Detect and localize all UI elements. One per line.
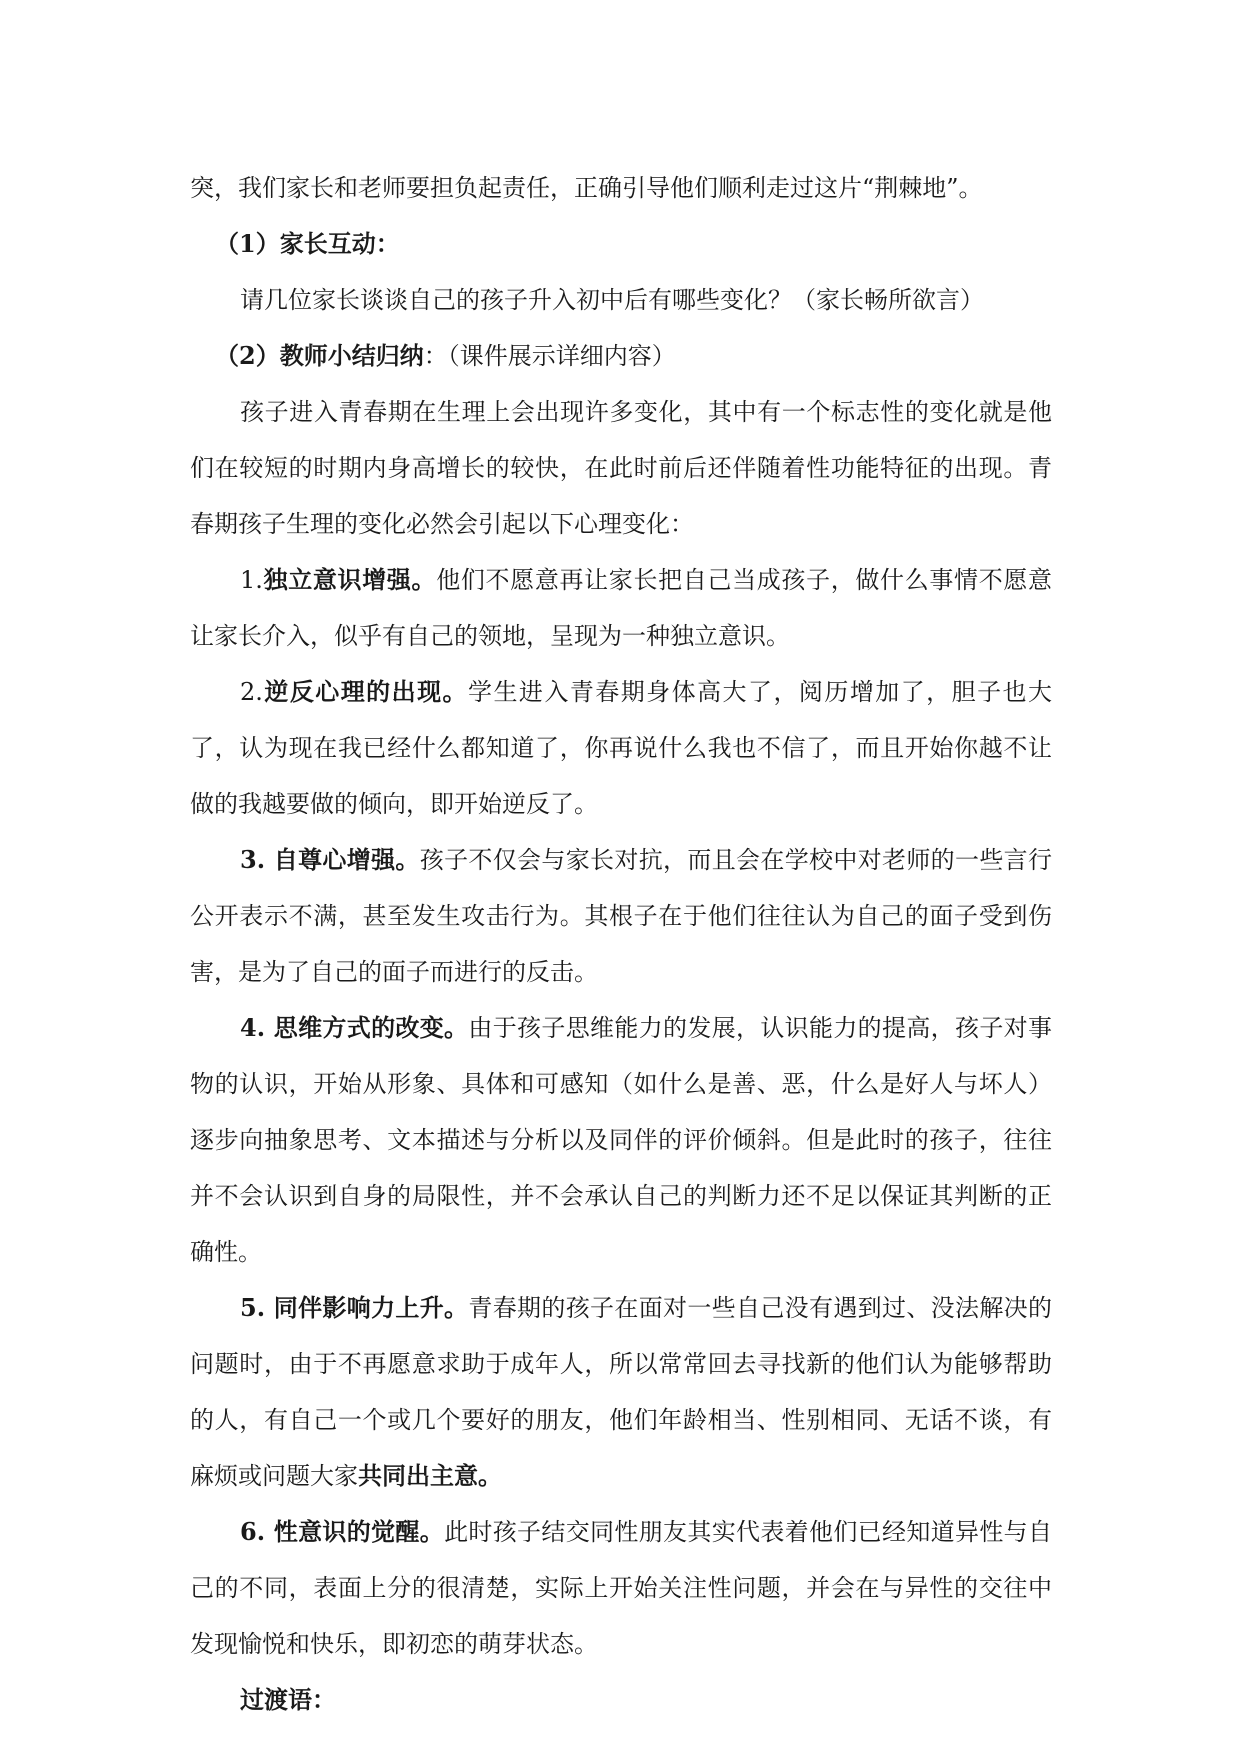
paragraph-continuation bbox=[190, 160, 1052, 216]
paragraph-parent-interaction bbox=[240, 272, 1102, 328]
bold-text: 3. 自尊心增强。 bbox=[240, 845, 420, 874]
item-number: 2. bbox=[240, 678, 263, 706]
text: 请几位家长谈谈自己的孩子升入初中后有哪些变化？（家长畅所欲言） bbox=[240, 286, 984, 314]
text: 学生进入青春期身体高大了，阅历增加了，胆子也大了，认为现在我已经什么都知道了，你再说什么我也不信了，而且开始你越不让做的我越要做的倾向，即开始逆反了。 bbox=[190, 678, 1053, 818]
text: （1）家长互动： bbox=[215, 229, 400, 258]
item-rebellion bbox=[190, 664, 1052, 832]
paragraph-puberty-changes bbox=[190, 384, 1052, 552]
transition-title bbox=[240, 1672, 1102, 1728]
bold-text: （2）教师小结归纳 bbox=[215, 341, 424, 370]
item-number: 1. bbox=[240, 566, 263, 594]
text: ：（课件展示详细内容） bbox=[423, 342, 676, 370]
text: 由于孩子思维能力的发展，认识能力的提高，孩子对事物的认识，开始从形象、具体和可感知（如什么是善、恶，什么是好人与坏人）逐步向抽象思考、文本描述与分析以及同伴的评价倾斜。但是此时的孩子，往往并不会认识到自身的局限性，并不会承认自己的判断力还不足以保证其判断的正确性。 bbox=[190, 1014, 1052, 1266]
item-independence bbox=[190, 552, 1052, 664]
item-self-esteem bbox=[190, 832, 1052, 1000]
text: 过渡语： bbox=[240, 1685, 336, 1714]
bold-text: 4. 思维方式的改变。 bbox=[240, 1013, 469, 1042]
bold-text: 6. 性意识的觉醒。 bbox=[240, 1517, 445, 1546]
section-title-teacher-summary bbox=[215, 328, 1077, 384]
text: 此时孩子结交同性朋友其实代表着他们已经知道异性与自己的不同，表面上分的很清楚，实际上开始关注性问题，并会在与异性的交往中发现愉悦和快乐，即初恋的萌芽状态。 bbox=[190, 1518, 1052, 1658]
text: 他们不愿意再让家长把自己当成孩子，做什么事情不愿意让家长介入，似乎有自己的领地，呈现为一种独立意识。 bbox=[190, 566, 1053, 650]
section-title-parent-interaction bbox=[215, 216, 1077, 272]
bold-text: 独立意识增强。 bbox=[262, 565, 437, 594]
text: 突，我们家长和老师要担负起责任，正确引导他们顺利走过这片“荆棘地”。 bbox=[190, 174, 983, 202]
bold-text: 逆反心理的出现。 bbox=[262, 677, 468, 706]
bold-text: 共同出主意。 bbox=[358, 1461, 502, 1490]
text: 青春期的孩子在面对一些自己没有遇到过、没法解决的问题时，由于不再愿意求助于成年人，所以常常回去寻找新的他们认为能够帮助的人，有自己一个或几个要好的朋友，他们年龄相当、性别相同、无话不谈，有麻烦或问题大家 bbox=[190, 1294, 1052, 1490]
text: 孩子进入青春期在生理上会出现许多变化，其中有一个标志性的变化就是他们在较短的时期内身高增长的较快，在此时前后还伴随着性功能特征的出现。青春期孩子生理的变化必然会引起以下心理变化： bbox=[190, 398, 1052, 538]
text: 孩子不仅会与家长对抗，而且会在学校中对老师的一些言行公开表示不满，甚至发生攻击行为。其根子在于他们往往认为自己的面子受到伤害，是为了自己的面子而进行的反击。 bbox=[190, 846, 1052, 986]
item-thinking bbox=[190, 1000, 1052, 1280]
item-sex-awareness bbox=[190, 1504, 1052, 1672]
bold-text: 5. 同伴影响力上升。 bbox=[240, 1293, 469, 1322]
item-peer-influence bbox=[190, 1280, 1052, 1504]
